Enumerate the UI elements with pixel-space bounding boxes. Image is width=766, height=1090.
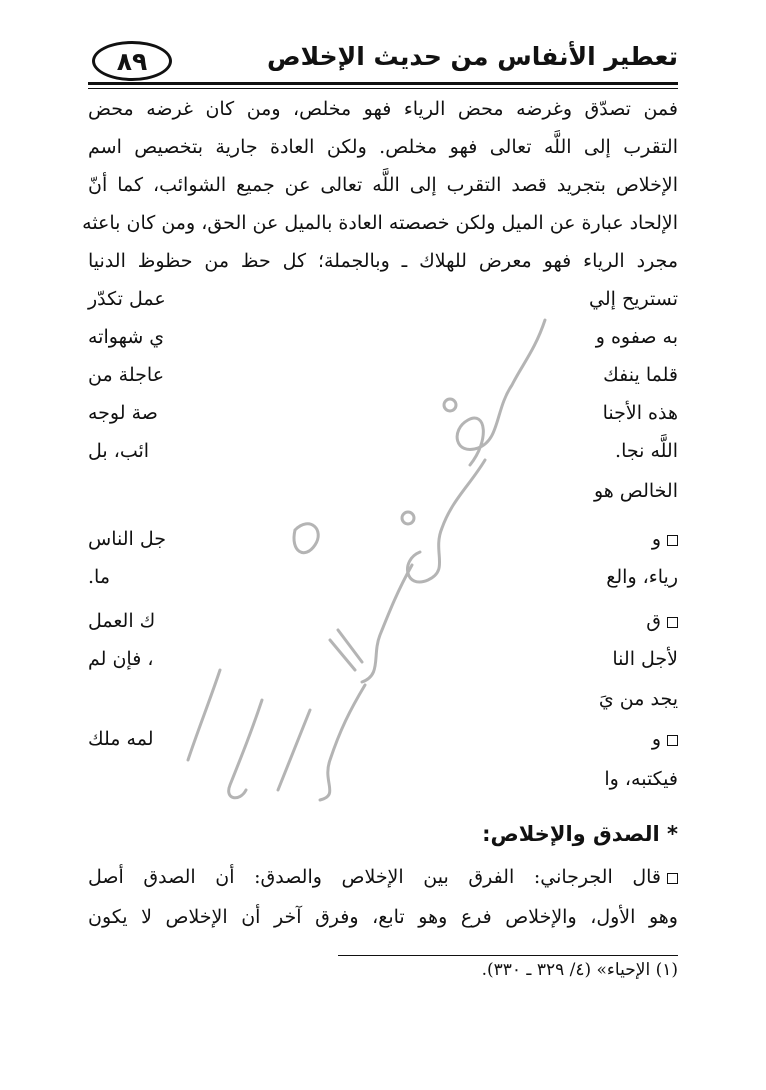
text-fragment-right: فيكتبه، وا [604, 768, 678, 790]
text-line: الإخلاص بتجريد قصد التقرب إلى اللَّه تعالى عن جميع الشوائب، كما أنّ [88, 174, 678, 196]
text-fragment-right: الخالص هو [593, 480, 678, 502]
text-fragment-left: ما. [88, 566, 111, 588]
text-fragment-right: به صفوه و [595, 326, 678, 348]
text-fragment-left: عاجلة من [88, 364, 165, 386]
text-line: التقرب إلى اللَّه تعالى فهو مخلص. ولكن العادة جارية بتخصيص اسم [88, 136, 679, 158]
header-rule-thick [88, 82, 678, 85]
square-bullet-icon [667, 735, 678, 746]
text-fragment-left: عمل تكدّر [88, 288, 166, 310]
text-fragment-right: اللَّه نجا. [615, 440, 678, 462]
running-header-title: تعطير الأنفاس من حديث الإخلاص [267, 42, 678, 71]
section-heading-text: الصدق والإخلاص: [482, 822, 660, 846]
text-fragment-right: رياء، والع [606, 566, 678, 588]
section-heading [482, 822, 678, 846]
section-marker: * [667, 822, 678, 846]
section-line: وهو الأول، والإخلاص فرع وهو تابع، وفرق آخر أن الإخلاص لا يكون [88, 906, 678, 928]
square-bullet-icon [667, 873, 678, 884]
page-number: ٨٩ [116, 46, 148, 76]
text-fragment-left: ك العمل [88, 610, 156, 632]
text-fragment-right: يجد من يَ [598, 688, 678, 710]
text-fragment-right: لأجل النا [612, 648, 678, 670]
square-bullet-icon [667, 535, 678, 546]
text-fragment-left: ي شهواته [88, 326, 165, 348]
text-fragment-left: ، فإن لم [88, 648, 154, 670]
square-bullet-icon [667, 617, 678, 628]
text-fragment-right: ق [646, 610, 678, 632]
text-line: فمن تصدّق وغرضه محض الرياء فهو مخلص، ومن كان غرضه محض [88, 98, 678, 120]
waqf-watermark [150, 290, 570, 810]
header-rule-thin [88, 88, 678, 89]
text-line: الإلحاد عبارة عن الميل ولكن خصصته العادة بالميل عن الحق، ومن كان باعثه [82, 212, 678, 234]
text-fragment-left: جل الناس [88, 528, 166, 550]
text-fragment-right: هذه الأجنا [602, 402, 678, 424]
text-fragment-right: قلما ينفك [603, 364, 678, 386]
page-number-oval [92, 41, 172, 81]
text-fragment-left: ائب، بل [88, 440, 150, 462]
text-fragment-right: و [652, 528, 678, 550]
text-line: مجرد الرياء فهو معرض للهلاك ـ وبالجملة؛ كل حظ من حظوظ الدنيا [88, 250, 678, 272]
section-line: قال الجرجاني: الفرق بين الإخلاص والصدق: أن الصدق أصل [88, 866, 678, 888]
text-fragment-right: تستريح إلي [589, 288, 678, 310]
text-fragment-left: صة لوجه [88, 402, 158, 424]
text-fragment-right: و [652, 728, 678, 750]
text-fragment-left: لمه ملك [88, 728, 154, 750]
footnote-rule [338, 955, 678, 956]
footnote: (١) الإحياء» (٤/ ٣٢٩ ـ ٣٣٠). [481, 960, 678, 980]
